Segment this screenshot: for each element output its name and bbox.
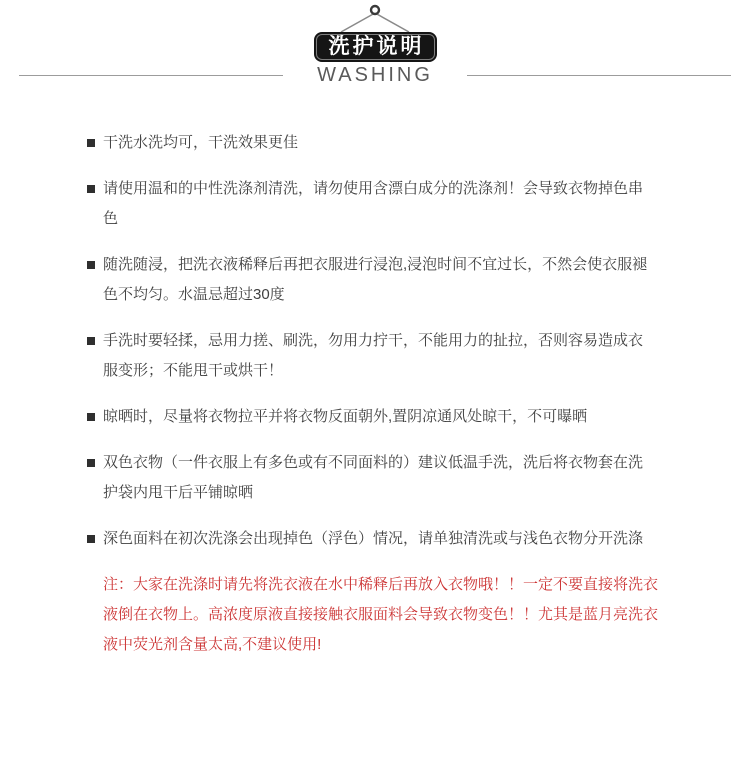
instruction-text: 双色衣物（一件衣服上有多色或有不同面料的）建议低温手洗，洗后将衣物套在洗护袋内甩干后平铺晾晒	[103, 454, 644, 501]
square-bullet-icon	[87, 185, 95, 193]
instruction-text: 随洗随浸，把洗衣液稀释后再把衣服进行浸泡,浸泡时间不宜过长，不然会使衣服褪色不均匀。水温忌超过30度	[103, 256, 648, 303]
left-divider-line	[19, 75, 283, 76]
square-bullet-icon	[87, 459, 95, 467]
warning-note-line: 注：大家在洗涤时请先将洗衣液在水中稀释后再放入衣物哦！！一定不要直接将洗衣	[103, 576, 659, 593]
section-subtitle: WASHING	[317, 64, 433, 86]
instruction-text: 请使用温和的中性洗涤剂清洗，请勿使用含漂白成分的洗涤剂！会导致衣物掉色串色	[103, 180, 644, 227]
square-bullet-icon	[87, 535, 95, 543]
square-bullet-icon	[87, 337, 95, 345]
square-bullet-icon	[87, 413, 95, 421]
list-item	[87, 250, 750, 310]
hanger-pin-icon	[333, 4, 417, 32]
section-title-sign	[314, 32, 437, 62]
list-item	[87, 128, 750, 158]
list-item	[87, 402, 750, 432]
section-title: 洗护说明	[328, 35, 425, 58]
instruction-list	[0, 128, 750, 554]
list-item	[87, 524, 750, 554]
list-item	[87, 326, 750, 386]
right-divider-line	[467, 75, 731, 76]
square-bullet-icon	[87, 139, 95, 147]
instruction-text: 晾晒时，尽量将衣物拉平并将衣物反面朝外,置阴凉通风处晾干，不可曝晒	[103, 408, 588, 425]
warning-note-line: 液倒在衣物上。高浓度原液直接接触衣服面料会导致衣物变色！！尤其是蓝月亮洗衣	[103, 606, 659, 623]
header-rule-row	[0, 64, 750, 86]
list-item	[87, 448, 750, 508]
washing-header	[0, 4, 750, 86]
instruction-text: 深色面料在初次洗涤会出现掉色（浮色）情况，请单独清洗或与浅色衣物分开洗涤	[103, 530, 644, 547]
warning-note	[0, 570, 750, 660]
list-item	[87, 174, 750, 234]
square-bullet-icon	[87, 261, 95, 269]
instruction-text: 手洗时要轻揉，忌用力搓、刷洗，勿用力拧干，不能用力的扯拉，否则容易造成衣服变形；不能甩干或烘干！	[103, 332, 644, 379]
warning-note-line: 液中荧光剂含量太高,不建议使用!	[103, 636, 322, 653]
instruction-text: 干洗水洗均可，干洗效果更佳	[103, 134, 299, 151]
